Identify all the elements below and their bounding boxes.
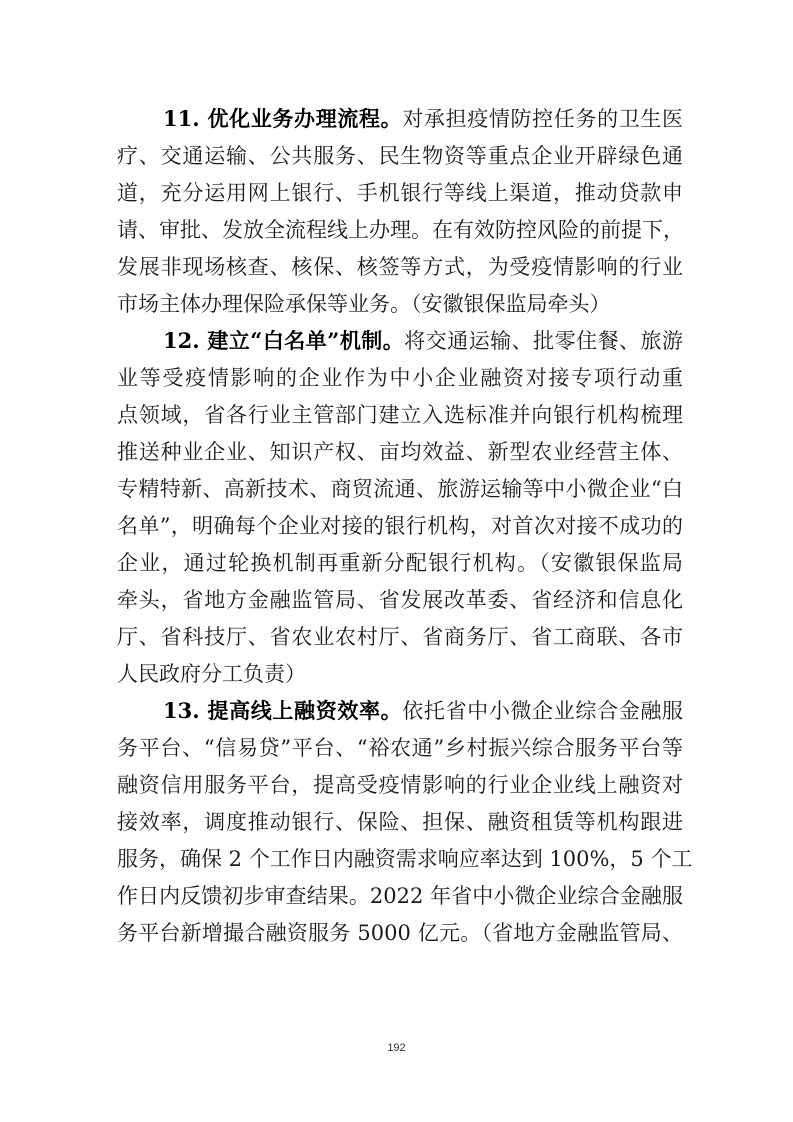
paragraph-13-line-1 — [163, 698, 683, 724]
paragraph-11-line-3: 道，充分运用网上银行、手机银行等线上渠道，推动贷款申 — [117, 181, 683, 205]
paragraph-11-heading: 11. 优化业务办理流程。 — [163, 106, 403, 131]
paragraph-13-text: 依托省中小微企业综合金融服 — [402, 699, 683, 723]
paragraph-12-line-6: 名单”，明确每个企业对接的银行机构，对首次对接不成功的 — [117, 514, 683, 538]
paragraph-12-heading: 12. 建立“白名单”机制。 — [163, 328, 405, 353]
paragraph-12-line-2: 业等受疫情影响的企业作为中小企业融资对接专项行动重 — [117, 366, 683, 390]
paragraph-12-line-9: 厅、省科技厅、省农业农村厅、省商务厅、省工商联、各市 — [117, 625, 683, 649]
paragraph-13-line-2: 务平台、“信易贷”平台、“裕农通”乡村振兴综合服务平台等 — [117, 736, 683, 760]
paragraph-11-text: 对承担疫情防控任务的卫生医 — [402, 107, 683, 131]
paragraph-12-line-5: 专精特新、高新技术、商贸流通、旅游运输等中小微企业“白 — [117, 477, 683, 501]
paragraph-12-line-10: 人民政府分工负责） — [117, 662, 306, 686]
paragraph-11-line-1 — [163, 106, 683, 132]
paragraph-13-line-7: 务平台新增撮合融资服务 5000 亿元。（省地方金融监管局、 — [117, 921, 683, 945]
paragraph-13-line-4: 接效率，调度推动银行、保险、担保、融资租赁等机构跟进 — [117, 810, 683, 834]
paragraph-11-line-2: 疗、交通运输、公共服务、民生物资等重点企业开辟绿色通 — [117, 144, 683, 168]
paragraph-12-line-1 — [163, 328, 683, 354]
paragraph-13-line-5: 服务，确保 2 个工作日内融资需求响应率达到 100%，5 个工 — [117, 847, 693, 871]
paragraph-13-heading: 13. 提高线上融资效率。 — [163, 698, 403, 723]
paragraph-12-line-4: 推送种业企业、知识产权、亩均效益、新型农业经营主体、 — [117, 440, 683, 464]
paragraph-11-line-6: 市场主体办理保险承保等业务。（安徽银保监局牵头） — [117, 292, 611, 316]
page-number: 192 — [387, 1042, 406, 1054]
paragraph-12-line-3: 点领域，省各行业主管部门建立入选标准并向银行机构梳理 — [117, 403, 683, 427]
paragraph-12-line-7: 企业，通过轮换机制再重新分配银行机构。（安徽银保监局 — [117, 551, 683, 575]
paragraph-11-line-4: 请、审批、发放全流程线上办理。在有效防控风险的前提下， — [117, 218, 684, 242]
paragraph-13-line-3: 融资信用服务平台，提高受疫情影响的行业企业线上融资对 — [117, 773, 683, 797]
paragraph-11-line-5: 发展非现场核查、核保、核签等方式，为受疫情影响的行业 — [117, 255, 683, 279]
paragraph-12-text: 将交通运输、批零住餐、旅游 — [404, 329, 683, 353]
paragraph-12-line-8: 牵头，省地方金融监管局、省发展改革委、省经济和信息化 — [117, 588, 683, 612]
paragraph-13-line-6: 作日内反馈初步审查结果。2022 年省中小微企业综合金融服 — [117, 884, 683, 908]
